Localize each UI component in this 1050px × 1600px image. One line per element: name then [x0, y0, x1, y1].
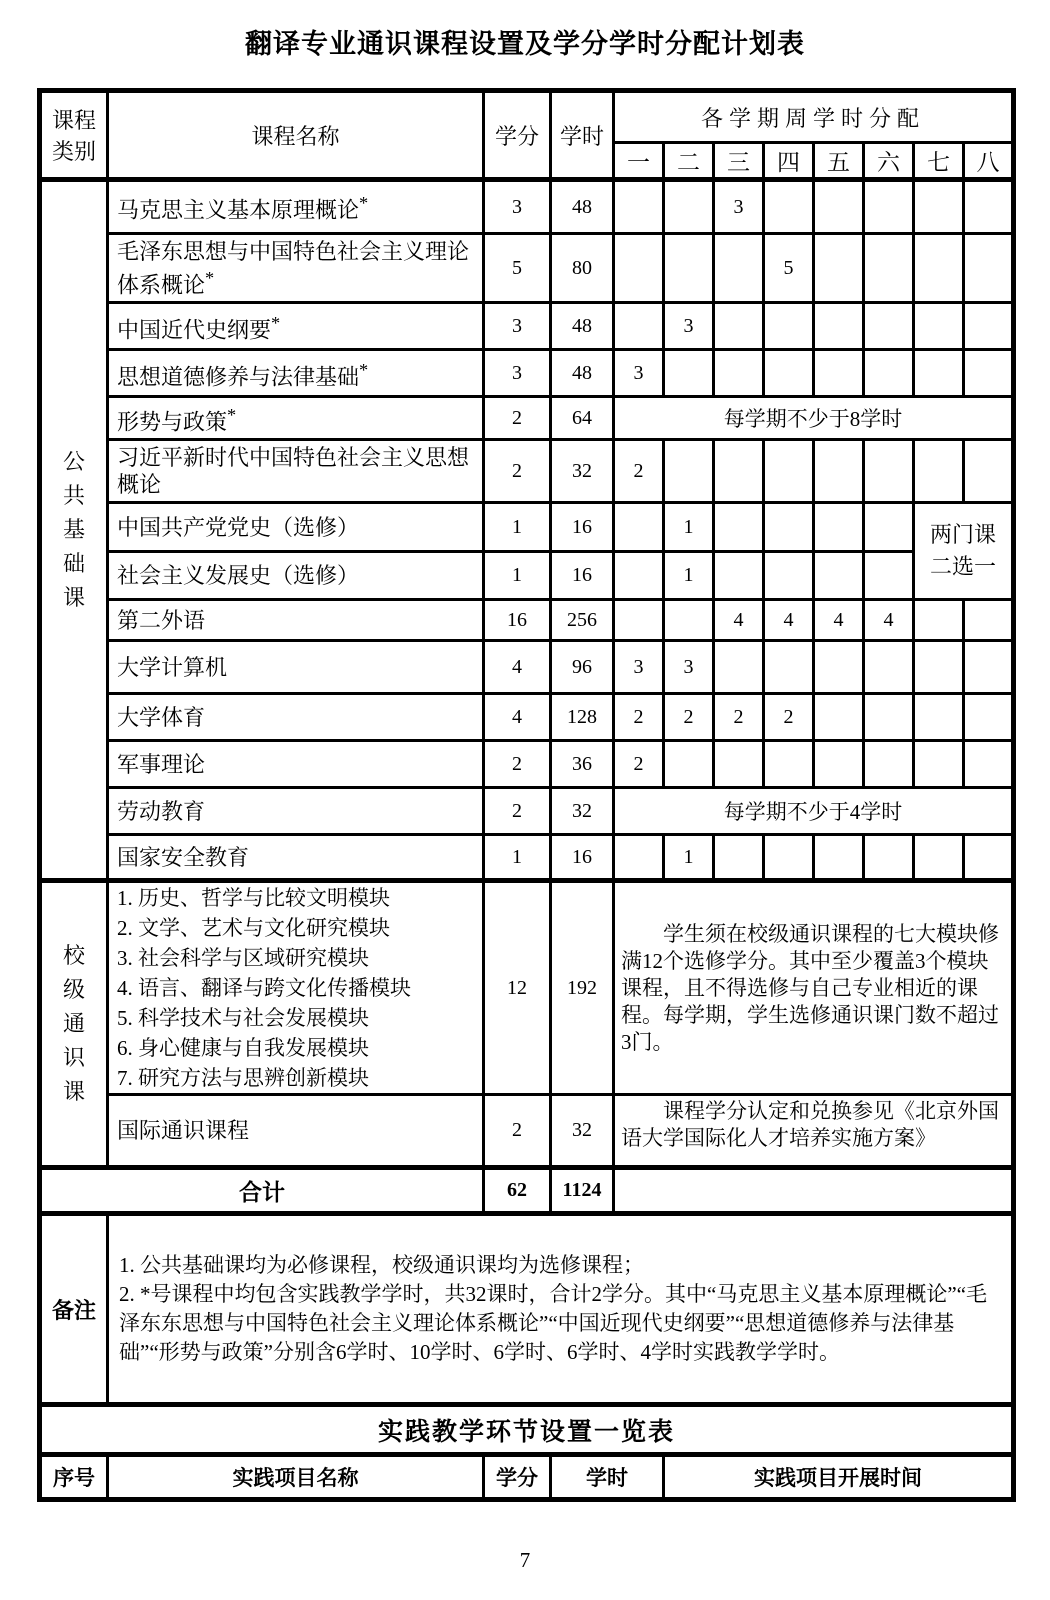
semester-hours-cell — [814, 180, 864, 234]
semester-hours-cell — [764, 741, 814, 788]
course-name-text: 形势与政策 — [117, 408, 228, 434]
semester-hours-cell — [914, 835, 964, 881]
semester-hours-cell — [864, 694, 914, 741]
total-label-cell: 合计 — [40, 1168, 484, 1214]
semester-hours-cell — [864, 180, 914, 234]
semester-hours-cell — [764, 180, 814, 234]
semester-hours-cell — [814, 694, 864, 741]
practice-header-hours: 学时 — [551, 1455, 664, 1500]
course-name-text: 大学计算机 — [117, 654, 228, 680]
semester-hours-cell: 3 — [664, 303, 714, 350]
intl-note-text: 课程学分认定和兑换参见《北京外国语大学国际化人才培养实施方案》 — [621, 1098, 999, 1150]
semester-hours-cell: 2 — [614, 440, 664, 503]
practice-header-row — [40, 1455, 1014, 1500]
course-row — [40, 503, 1014, 552]
course-name-cell — [108, 397, 484, 440]
semester-hours-cell — [964, 835, 1014, 881]
course-name-text: 劳动教育 — [117, 798, 206, 824]
course-name-text: 社会主义发展史（选修） — [117, 563, 360, 589]
header-semester-2: 二 — [664, 143, 714, 180]
category-cell — [40, 881, 108, 1168]
semester-hours-cell — [614, 600, 664, 641]
course-name-cell: 国际通识课程 — [108, 1095, 484, 1168]
category-cell — [40, 180, 108, 881]
course-name-cell — [108, 303, 484, 350]
semester-hours-cell — [814, 552, 864, 600]
semester-hours-cell — [764, 303, 814, 350]
header-semester-3: 三 — [714, 143, 764, 180]
semester-hours-cell — [714, 303, 764, 350]
category-vertical-label: 校级通识课 — [63, 943, 86, 1105]
semester-hours-cell — [864, 234, 914, 303]
course-name-text: 国家安全教育 — [117, 844, 250, 870]
course-name-text: 军事理论 — [117, 751, 206, 777]
semester-hours-cell: 2 — [714, 694, 764, 741]
hours-cell: 256 — [551, 600, 614, 641]
semester-hours-cell — [814, 835, 864, 881]
semester-hours-cell — [864, 503, 914, 552]
semester-hours-cell — [914, 350, 964, 397]
intl-note-clip — [621, 1098, 1005, 1164]
hours-cell: 64 — [551, 397, 614, 440]
semester-hours-cell: 4 — [814, 600, 864, 641]
semester-hours-cell — [714, 835, 764, 881]
total-row — [40, 1168, 1014, 1214]
practice-header-no: 序号 — [40, 1455, 108, 1500]
course-row — [40, 788, 1014, 835]
header-row-1 — [40, 91, 1014, 143]
header-semester-6: 六 — [864, 143, 914, 180]
credits-cell: 4 — [484, 694, 551, 741]
semester-hours-cell — [714, 440, 764, 503]
semester-hours-cell — [664, 350, 714, 397]
practice-table-title: 实践教学环节设置一览表 — [40, 1405, 1014, 1455]
header-semester-4: 四 — [764, 143, 814, 180]
semester-hours-cell — [914, 694, 964, 741]
course-row — [40, 835, 1014, 881]
semester-hours-cell — [664, 600, 714, 641]
semester-hours-cell — [864, 835, 914, 881]
semester-hours-cell — [964, 600, 1014, 641]
semester-hours-cell — [864, 641, 914, 694]
module-line: 5. 科学技术与社会发展模块 — [117, 1006, 369, 1031]
credits-cell: 3 — [484, 180, 551, 234]
hours-cell: 96 — [551, 641, 614, 694]
course-name-cell — [108, 350, 484, 397]
semester-hours-cell — [964, 694, 1014, 741]
semester-hours-cell — [714, 234, 764, 303]
total-empty-cell — [614, 1168, 1014, 1214]
semester-hours-cell — [714, 350, 764, 397]
module-line: 2. 文学、艺术与文化研究模块 — [117, 916, 390, 941]
practice-star: * — [271, 312, 281, 333]
course-name-text: 毛泽东思想与中国特色社会主义理论体系概论 — [117, 239, 470, 298]
credits-cell: 5 — [484, 234, 551, 303]
semester-hours-cell — [964, 741, 1014, 788]
semester-hours-cell — [664, 180, 714, 234]
hours-cell: 32 — [551, 440, 614, 503]
semester-hours-cell: 3 — [614, 641, 664, 694]
course-name-text: 中国近代史纲要 — [117, 316, 272, 342]
semester-hours-cell — [914, 440, 964, 503]
hours-cell: 36 — [551, 741, 614, 788]
semester-hours-cell — [964, 234, 1014, 303]
credits-cell: 12 — [484, 881, 551, 1095]
public-basic-courses-body — [40, 180, 1014, 881]
semester-hours-cell — [864, 741, 914, 788]
course-name-cell — [108, 600, 484, 641]
practice-header-project: 实践项目名称 — [108, 1455, 484, 1500]
semester-hours-cell — [964, 350, 1014, 397]
module-line: 7. 研究方法与思辨创新模块 — [117, 1066, 369, 1091]
module-line: 1. 历史、哲学与比较文明模块 — [117, 886, 390, 911]
remark-line: 1. 公共基础课均为必修课程，校级通识课均为选修课程； — [119, 1253, 644, 1278]
semester-hours-cell — [614, 303, 664, 350]
semester-hours-cell: 1 — [664, 552, 714, 600]
total-credits-cell: 62 — [484, 1168, 551, 1214]
remark-row — [40, 1214, 1014, 1405]
summary-body — [40, 1168, 1014, 1500]
total-hours-cell: 1124 — [551, 1168, 614, 1214]
course-name-cell — [108, 835, 484, 881]
credits-cell: 1 — [484, 835, 551, 881]
semester-note-cell: 每学期不少于4学时 — [614, 788, 1014, 835]
remark-line: 2. *号课程中均包含实践教学学时，共32课时，合计2学分。其中“马克思主义基本原理概论”“毛泽东东思想与中国特色社会主义理论体系概论”“中国近现代史纲要”“思想道德修养与法律基础”“形势与政策”分别含6学时、10学时、6学时、6学时、4学时实践教学学时。 — [119, 1282, 987, 1365]
semester-note-cell: 每学期不少于8学时 — [614, 397, 1014, 440]
course-row — [40, 440, 1014, 503]
semester-hours-cell — [864, 350, 914, 397]
semester-hours-cell — [814, 741, 864, 788]
page-title: 翻译专业通识课程设置及学分学时分配计划表 — [245, 29, 805, 59]
course-name-cell — [108, 788, 484, 835]
semester-hours-cell — [964, 641, 1014, 694]
course-name-cell — [108, 440, 484, 503]
semester-hours-cell — [664, 741, 714, 788]
semester-hours-cell: 4 — [714, 600, 764, 641]
credits-cell: 2 — [484, 1095, 551, 1168]
semester-hours-cell: 2 — [614, 694, 664, 741]
course-row — [40, 350, 1014, 397]
course-row — [40, 741, 1014, 788]
course-name-cell — [108, 180, 484, 234]
semester-hours-cell — [864, 303, 914, 350]
hours-cell: 32 — [551, 788, 614, 835]
course-name-cell — [108, 641, 484, 694]
credits-cell: 3 — [484, 303, 551, 350]
modules-list-cell — [108, 881, 484, 1095]
semester-hours-cell — [614, 234, 664, 303]
semester-hours-cell — [914, 303, 964, 350]
semester-hours-cell — [814, 234, 864, 303]
page-number: 7 — [519, 1548, 531, 1572]
general-education-body — [40, 881, 1014, 1168]
header-semester-group: 各学期周学时分配 — [614, 91, 1014, 143]
course-row — [40, 397, 1014, 440]
credits-cell: 1 — [484, 503, 551, 552]
semester-hours-cell — [614, 835, 664, 881]
semester-hours-cell — [914, 234, 964, 303]
course-row — [40, 694, 1014, 741]
credits-cell: 2 — [484, 397, 551, 440]
header-hours: 学时 — [551, 91, 614, 180]
semester-hours-cell — [714, 503, 764, 552]
credits-cell: 2 — [484, 741, 551, 788]
credits-cell: 1 — [484, 552, 551, 600]
course-name-cell — [108, 552, 484, 600]
credits-cell: 4 — [484, 641, 551, 694]
general-note-cell — [614, 881, 1014, 1095]
semester-hours-cell — [914, 741, 964, 788]
practice-header-time: 实践项目开展时间 — [664, 1455, 1014, 1500]
semester-hours-cell: 1 — [664, 835, 714, 881]
hours-cell: 128 — [551, 694, 614, 741]
course-name-text: 习近平新时代中国特色社会主义思想概论 — [117, 445, 470, 498]
semester-hours-cell: 1 — [664, 503, 714, 552]
practice-star: * — [359, 359, 369, 380]
course-row — [40, 552, 1014, 600]
course-name-text: 中国共产党党史（选修） — [117, 514, 360, 540]
practice-star: * — [359, 193, 369, 214]
credits-cell: 2 — [484, 788, 551, 835]
category-vertical-label: 公共基础课 — [63, 449, 86, 611]
semester-hours-cell: 5 — [764, 234, 814, 303]
semester-hours-cell — [764, 350, 814, 397]
general-modules-row — [40, 881, 1014, 1095]
semester-hours-cell — [814, 440, 864, 503]
main-table-header — [40, 91, 1014, 180]
semester-hours-cell: 3 — [664, 641, 714, 694]
header-semester-8: 八 — [964, 143, 1014, 180]
course-name-cell — [108, 503, 484, 552]
semester-hours-cell — [714, 641, 764, 694]
module-line: 3. 社会科学与区域研究模块 — [117, 946, 369, 971]
hours-cell: 192 — [551, 881, 614, 1095]
module-line: 6. 身心健康与自我发展模块 — [117, 1036, 369, 1061]
semester-hours-cell — [764, 440, 814, 503]
semester-hours-cell — [964, 440, 1014, 503]
course-name-text: 第二外语 — [117, 607, 206, 633]
semester-hours-cell — [864, 552, 914, 600]
course-row — [40, 234, 1014, 303]
course-row — [40, 600, 1014, 641]
remark-content-cell — [108, 1214, 1014, 1405]
semester-hours-cell: 3 — [614, 350, 664, 397]
semester-hours-cell — [964, 180, 1014, 234]
semester-hours-cell — [614, 180, 664, 234]
semester-hours-cell — [664, 440, 714, 503]
general-course-row — [40, 1095, 1014, 1168]
hours-cell: 16 — [551, 503, 614, 552]
practice-title-row — [40, 1405, 1014, 1455]
semester-hours-cell — [914, 180, 964, 234]
semester-hours-cell — [764, 503, 814, 552]
semester-hours-cell — [614, 503, 664, 552]
module-line: 4. 语言、翻译与跨文化传播模块 — [117, 976, 411, 1001]
curriculum-table — [37, 88, 1016, 1502]
semester-hours-cell — [914, 641, 964, 694]
course-name-cell — [108, 741, 484, 788]
credits-cell: 2 — [484, 440, 551, 503]
semester-hours-cell: 2 — [664, 694, 714, 741]
practice-star: * — [227, 404, 237, 425]
hours-cell: 80 — [551, 234, 614, 303]
credits-cell: 16 — [484, 600, 551, 641]
course-name-cell — [108, 234, 484, 303]
semester-hours-cell — [864, 440, 914, 503]
header-semester-1: 一 — [614, 143, 664, 180]
course-name-cell — [108, 694, 484, 741]
choice-note-cell: 两门课二选一 — [914, 503, 1014, 600]
semester-hours-cell — [914, 600, 964, 641]
semester-hours-cell — [714, 741, 764, 788]
semester-hours-cell — [614, 552, 664, 600]
semester-hours-cell — [764, 552, 814, 600]
semester-hours-cell: 2 — [764, 694, 814, 741]
course-name-text: 大学体育 — [117, 704, 206, 730]
course-row — [40, 641, 1014, 694]
semester-hours-cell — [814, 503, 864, 552]
semester-hours-cell — [964, 303, 1014, 350]
semester-hours-cell — [814, 350, 864, 397]
hours-cell: 48 — [551, 180, 614, 234]
hours-cell: 16 — [551, 835, 614, 881]
course-row — [40, 180, 1014, 234]
header-credits: 学分 — [484, 91, 551, 180]
course-name-text: 马克思主义基本原理概论 — [117, 197, 360, 223]
hours-cell: 48 — [551, 350, 614, 397]
hours-cell: 48 — [551, 303, 614, 350]
semester-hours-cell — [814, 303, 864, 350]
semester-hours-cell — [714, 552, 764, 600]
semester-hours-cell: 4 — [864, 600, 914, 641]
semester-hours-cell — [764, 641, 814, 694]
header-course-name: 课程名称 — [108, 91, 484, 180]
course-name-text: 思想道德修养与法律基础 — [117, 363, 360, 389]
semester-hours-cell: 4 — [764, 600, 814, 641]
general-note-text: 学生须在校级通识课程的七大模块修满12个选修学分。其中至少覆盖3个模块课程，且不得选修与自己专业相近的课程。每学期，学生选修通识课门数不超过3门。 — [621, 921, 999, 1054]
intl-note-cell — [614, 1095, 1014, 1168]
hours-cell: 16 — [551, 552, 614, 600]
header-semester-5: 五 — [814, 143, 864, 180]
practice-header-credits: 学分 — [484, 1455, 551, 1500]
course-row — [40, 303, 1014, 350]
semester-hours-cell — [664, 234, 714, 303]
semester-hours-cell: 3 — [714, 180, 764, 234]
semester-hours-cell: 2 — [614, 741, 664, 788]
semester-hours-cell — [814, 641, 864, 694]
header-semester-7: 七 — [914, 143, 964, 180]
header-category: 课程类别 — [40, 91, 108, 180]
hours-cell: 32 — [551, 1095, 614, 1168]
semester-hours-cell — [764, 835, 814, 881]
practice-star: * — [205, 268, 215, 288]
credits-cell: 3 — [484, 350, 551, 397]
remark-label-cell: 备注 — [40, 1214, 108, 1405]
